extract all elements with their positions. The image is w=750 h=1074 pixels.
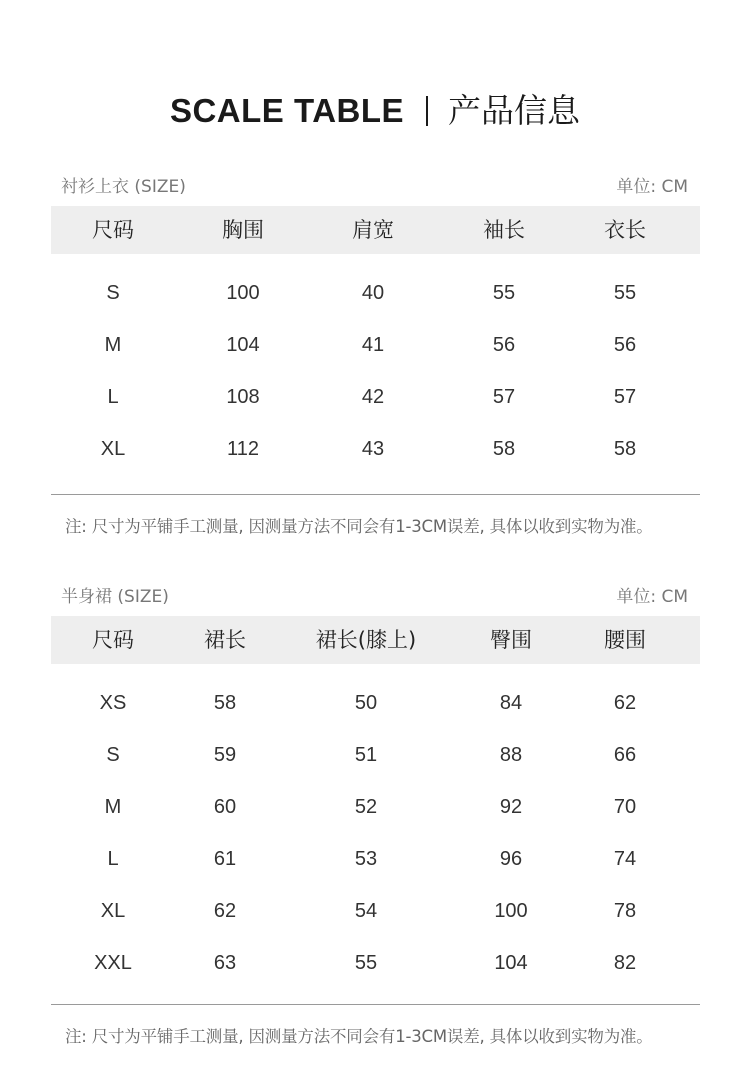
table-cell: 58 [613,438,637,460]
table-row [51,781,700,833]
table-cell: 56 [613,334,637,356]
table-cell: 56 [492,334,516,356]
table-cell: 55 [354,952,378,974]
table-row [51,833,700,885]
unit-label: 单位: CM [616,587,688,607]
table-cell: 61 [213,848,237,870]
table-cell: 66 [613,744,637,766]
title-chinese: 产品信息 [448,91,581,130]
table-cell: XL [100,900,126,922]
table-cell: S [106,282,120,304]
table-cell: 51 [354,744,378,766]
table-cell: 78 [613,900,637,922]
section-header [51,582,700,606]
table-row [51,677,700,729]
section-header [51,172,700,196]
table-cell: 57 [492,386,516,408]
header-cell: 袖长 [483,218,525,242]
table-cell: 57 [613,386,637,408]
header-cell: 腰围 [604,628,646,652]
table-cell: 54 [354,900,378,922]
table-cell: 55 [492,282,516,304]
table-header-row [51,616,700,664]
header-cell: 裙长 [204,628,246,652]
table-cell: 82 [613,952,637,974]
table-row [51,319,700,371]
table-row [51,729,700,781]
table-cell: XXL [94,952,132,974]
table-cell: 43 [361,438,385,460]
table-cell: 104 [494,952,528,974]
table-cell: 88 [499,744,523,766]
table-row [51,267,700,319]
table-cell: 104 [226,334,260,356]
table-row [51,885,700,937]
table-cell: 108 [226,386,260,408]
header-cell: 衣长 [604,218,646,242]
table-cell: 60 [213,796,237,818]
header-cell: 胸围 [222,218,264,242]
table-cell: M [104,334,122,356]
table-divider [51,494,700,495]
table-cell: 74 [613,848,637,870]
header-cell: 裙长(膝上) [315,628,417,652]
table-cell: 62 [213,900,237,922]
table-cell: L [107,386,119,408]
table-cell: 52 [354,796,378,818]
table-cell: 59 [213,744,237,766]
table-divider [51,1004,700,1005]
page-title [0,86,750,136]
title-separator [426,96,428,126]
table-cell: 50 [354,692,378,714]
unit-label: 单位: CM [616,177,688,197]
table-cell: XS [99,692,127,714]
skirt-size-section [51,582,700,1062]
table-row [51,371,700,423]
table-cell: 96 [499,848,523,870]
table-cell: 100 [494,900,528,922]
header-cell: 臀围 [490,628,532,652]
table-cell: 100 [226,282,260,304]
table-cell: 62 [613,692,637,714]
table-cell: 55 [613,282,637,304]
table-cell: 42 [361,386,385,408]
table-cell: 63 [213,952,237,974]
shirt-size-section [51,172,700,572]
table-cell: 92 [499,796,523,818]
table-header-row [51,206,700,254]
table-cell: L [107,848,119,870]
table-cell: 58 [492,438,516,460]
title-english: SCALE TABLE [169,92,405,129]
table-row [51,937,700,989]
table-cell: 84 [499,692,523,714]
table-cell: 41 [361,334,385,356]
table-row [51,423,700,475]
table-cell: S [106,744,120,766]
header-cell: 尺码 [92,628,134,652]
table-cell: 58 [213,692,237,714]
table-cell: 40 [361,282,385,304]
section-name: 半身裙 (SIZE) [61,587,169,607]
table-cell: 70 [613,796,637,818]
section-name: 衬衫上衣 (SIZE) [61,177,186,197]
table-cell: 53 [354,848,378,870]
measurement-note: 注: 尺寸为平铺手工测量, 因测量方法不同会有1-3CM误差, 具体以收到实物为准。 [65,1027,653,1046]
table-cell: XL [100,438,126,460]
measurement-note: 注: 尺寸为平铺手工测量, 因测量方法不同会有1-3CM误差, 具体以收到实物为准。 [65,517,653,536]
table-cell: 112 [227,438,259,460]
header-cell: 肩宽 [352,218,394,242]
header-cell: 尺码 [92,218,134,242]
table-cell: M [104,796,122,818]
